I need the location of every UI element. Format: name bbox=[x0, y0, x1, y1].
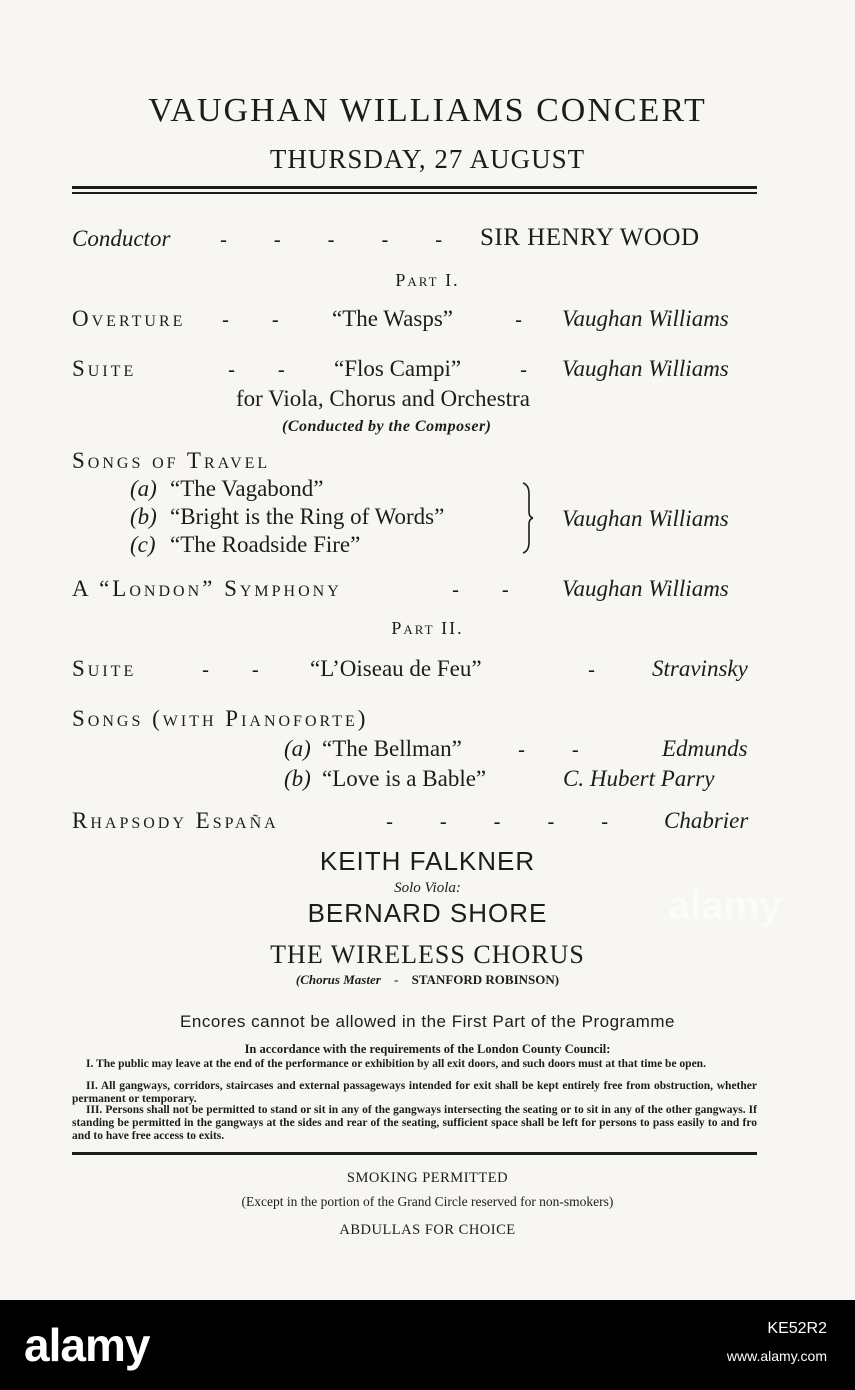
suite-conducted-note: (Conducted by the Composer) bbox=[282, 418, 492, 435]
violist-name: BERNARD SHORE bbox=[307, 898, 548, 928]
firebird-work: “L’Oiseau de Feu” bbox=[310, 656, 482, 681]
song-b-label: (b) bbox=[130, 504, 157, 529]
encores-notice: Encores cannot be allowed in the First Part of the Programme bbox=[180, 1012, 675, 1031]
overture-composer: Vaughan Williams bbox=[562, 306, 729, 331]
bable-composer: C. Hubert Parry bbox=[563, 766, 715, 791]
pianoforte-songs-title bbox=[72, 706, 368, 732]
song-a-title: “The Vagabond” bbox=[170, 476, 324, 501]
rhapsody-dashes: - - - - - bbox=[386, 810, 609, 834]
bellman-composer: Edmunds bbox=[662, 736, 748, 761]
council-rule-2: II. All gangways, corridors, staircases and external passageways intended for exit shall be kept entirely free from obstruction, whether permanent or temporary. bbox=[72, 1080, 757, 1105]
alamy-watermark: alamy bbox=[668, 884, 782, 928]
double-rule-bottom bbox=[72, 192, 757, 194]
suite-title: Suite bbox=[72, 356, 137, 381]
firebird-composer: Stravinsky bbox=[652, 656, 748, 681]
firebird-dash: - bbox=[588, 658, 596, 682]
council-rule-3: III. Persons shall not be permitted to stand or sit in any of the gangways intersecting the seating or to sit in any of the other gangways. If standing be permitted in the gangways at the sides and rear of the seating, sufficient space shall be left for persons to pass easily to and fro and to have free access to exits. bbox=[72, 1104, 757, 1142]
suite-composer: Vaughan Williams bbox=[562, 356, 729, 381]
alamy-logo[interactable]: alamy bbox=[24, 1319, 150, 1371]
footer-rule bbox=[72, 1152, 757, 1155]
concert-title: VAUGHAN WILLIAMS CONCERT bbox=[148, 92, 707, 129]
suite-dashes: - - bbox=[228, 358, 285, 382]
overture-dashes: - - bbox=[222, 308, 279, 332]
bellman-dashes: - - bbox=[518, 738, 579, 762]
song-c-title: “The Roadside Fire” bbox=[170, 532, 361, 557]
songs-brace bbox=[521, 482, 533, 554]
overture-title: Overture bbox=[72, 306, 186, 331]
bellman-title: “The Bellman” bbox=[322, 736, 462, 761]
suite-dash: - bbox=[520, 358, 528, 382]
image-id: KE52R2 bbox=[767, 1320, 827, 1337]
smoking-permitted: SMOKING PERMITTED bbox=[346, 1170, 509, 1186]
double-rule-top bbox=[72, 186, 757, 189]
pianoforte-songs-title-text: Songs (with Pianoforte) bbox=[72, 706, 369, 731]
abdullas-for-choice: ABDULLAS FOR CHOICE bbox=[339, 1222, 516, 1238]
songs-of-travel-title: Songs of Travel bbox=[72, 448, 271, 473]
rhapsody-composer: Chabrier bbox=[664, 808, 749, 833]
rhapsody-title: Rhapsody España bbox=[72, 808, 279, 833]
firebird-dashes: - - bbox=[202, 658, 259, 682]
suite-work: “Flos Campi” bbox=[334, 356, 462, 381]
songs-of-travel-composer: Vaughan Williams bbox=[562, 506, 729, 531]
chorus-master-label: (Chorus Master bbox=[295, 972, 381, 987]
stock-url[interactable]: www.alamy.com bbox=[726, 1348, 827, 1364]
firebird-suite-title: Suite bbox=[72, 656, 137, 681]
overture-work: “The Wasps” bbox=[332, 306, 453, 331]
song-b-title: “Bright is the Ring of Words” bbox=[170, 504, 445, 529]
suite-scoring: for Viola, Chorus and Orchestra bbox=[236, 386, 530, 411]
chorus-master-line bbox=[0, 972, 855, 988]
london-symphony-dashes: - - bbox=[452, 578, 509, 602]
bable-label: (b) bbox=[284, 766, 311, 791]
smoking-note: (Except in the portion of the Grand Circle reserved for non-smokers) bbox=[241, 1194, 614, 1209]
bellman-label: (a) bbox=[284, 736, 311, 761]
london-symphony-composer: Vaughan Williams bbox=[562, 576, 729, 601]
conductor-name: SIR HENRY WOOD bbox=[480, 224, 700, 251]
council-rule-1: I. The public may leave at the end of the performance or exhibition by all exit doors, and such doors must at that time be open. bbox=[86, 1058, 706, 1070]
chorus-master-name: STANFORD ROBINSON) bbox=[411, 972, 560, 987]
singer-name: KEITH FALKNER bbox=[319, 846, 536, 876]
conductor-dashes: - - - - - bbox=[220, 228, 443, 252]
chorus-master-dash: - bbox=[394, 972, 399, 987]
part-one-heading: Part I. bbox=[395, 270, 460, 290]
concert-date: THURSDAY, 27 AUGUST bbox=[269, 144, 586, 174]
conductor-label: Conductor bbox=[72, 226, 171, 251]
solo-viola-label: Solo Viola: bbox=[394, 880, 461, 896]
bable-title: “Love is a Bable” bbox=[322, 766, 487, 791]
overture-dash: - bbox=[515, 308, 523, 332]
london-symphony-title: A “London” Symphony bbox=[72, 576, 342, 601]
song-c-label: (c) bbox=[130, 532, 156, 557]
chorus-name: THE WIRELESS CHORUS bbox=[270, 940, 585, 969]
council-intro: In accordance with the requirements of the London County Council: bbox=[244, 1042, 611, 1056]
part-two-heading: Part II. bbox=[391, 618, 464, 638]
song-a-label: (a) bbox=[130, 476, 157, 501]
